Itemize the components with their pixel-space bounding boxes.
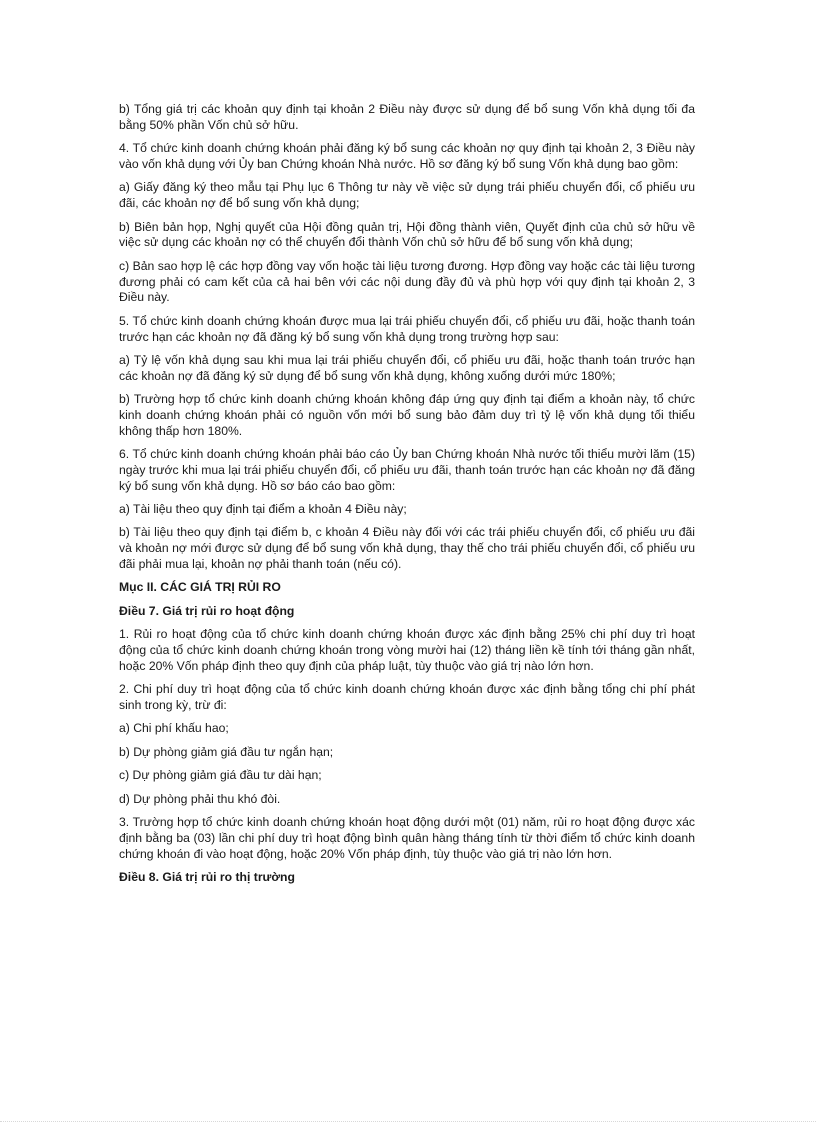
paragraph-7-2c-long-term-provision: c) Dự phòng giảm giá đầu tư dài hạn; (119, 768, 322, 783)
article-8-heading: Điều 8. Giá trị rủi ro thị trường (119, 869, 295, 884)
page-bottom-divider (0, 1121, 816, 1122)
section-heading-risk-values: Mục II. CÁC GIÁ TRỊ RỦI RO (119, 580, 281, 595)
paragraph-6-report: 6. Tổ chức kinh doanh chứng khoán phải báo cáo Ủy ban Chứng khoán Nhà nước tối thiểu mười lăm (15) ngày trước khi mua lại trái phiếu chuyển đổi, cổ phiếu ưu đãi, thanh toán trước hạn các khoản nợ đã đăng ký bổ sung vốn khả dụng. Hồ sơ báo cáo bao gồm: (119, 447, 695, 493)
article-7-heading: Điều 7. Giá trị rủi ro hoạt động (119, 603, 295, 618)
paragraph-7-2a-depreciation: a) Chi phí khấu hao; (119, 721, 229, 736)
paragraph-7-2-operating-cost: 2. Chi phí duy trì hoạt động của tổ chức kinh doanh chứng khoán được xác định bằng tổng chi phí phát sinh trong kỳ, trừ đi: (119, 682, 695, 713)
document-page (119, 102, 695, 893)
paragraph-6b-documents: b) Tài liệu theo quy định tại điểm b, c khoản 4 Điều này đối với các trái phiếu chuyển đổi, cổ phiếu ưu đãi và khoản nợ mới được sử dụng để bổ sung vốn khả dụng, thay thế cho trái phiếu chuyển đổi, cổ phiếu ưu đãi phải mua lại, khoản nợ phải thanh toán (nếu có). (119, 525, 695, 572)
paragraph-5-repurchase: 5. Tổ chức kinh doanh chứng khoán được mua lại trái phiếu chuyển đổi, cổ phiếu ưu đãi, hoặc thanh toán trước hạn các khoản nợ đã đăng ký bổ sung vốn khả dụng trong trường hợp sau: (119, 313, 695, 344)
paragraph-7-2d-bad-debt-provision: d) Dự phòng phải thu khó đòi. (119, 791, 281, 806)
paragraph-7-3-new-company: 3. Trường hợp tổ chức kinh doanh chứng khoán hoạt động dưới một (01) năm, rủi ro hoạt động được xác định bằng ba (03) lần chi phí duy trì hoạt động bình quân hàng tháng tính từ thời điểm tổ chức kinh doanh chứng khoán đi vào hoạt động, hoặc 20% Vốn pháp định, tùy thuộc vào giá trị nào lớn hơn. (119, 814, 695, 861)
paragraph-4b-meeting-minutes: b) Biên bản họp, Nghị quyết của Hội đồng quản trị, Hội đồng thành viên, Quyết định của chủ sở hữu về việc sử dụng các khoản nợ có thể chuyển đổi thành Vốn chủ sở hữu để bổ sung vốn khả dụng; (119, 219, 695, 250)
paragraph-b-total-value: b) Tổng giá trị các khoản quy định tại khoản 2 Điều này được sử dụng để bổ sung Vốn khả dụng tối đa bằng 50% phần Vốn chủ sở hữu. (119, 102, 695, 132)
paragraph-5a-ratio: a) Tỷ lệ vốn khả dụng sau khi mua lại trái phiếu chuyển đổi, cổ phiếu ưu đãi, hoặc thanh toán trước hạn các khoản nợ đã đăng ký sử dụng để bổ sung vốn khả dụng, không xuống dưới mức 180%; (119, 352, 695, 383)
paragraph-7-2b-short-term-provision: b) Dự phòng giảm giá đầu tư ngắn hạn; (119, 744, 334, 759)
paragraph-4-registration: 4. Tổ chức kinh doanh chứng khoán phải đăng ký bổ sung các khoản nợ quy định tại khoản 2, 3 Điều này vào vốn khả dụng với Ủy ban Chứng khoán Nhà nước. Hồ sơ đăng ký bổ sung Vốn khả dụng bao gồm: (119, 141, 695, 171)
paragraph-5b-new-capital: b) Trường hợp tổ chức kinh doanh chứng khoán không đáp ứng quy định tại điểm a khoản này, tổ chức kinh doanh chứng khoán phải có nguồn vốn mới bổ sung bảo đảm duy trì tỷ lệ vốn khả dụng tối thiểu không thấp hơn 180%. (119, 392, 695, 438)
paragraph-6a-documents: a) Tài liệu theo quy định tại điểm a khoản 4 Điều này; (119, 502, 407, 517)
paragraph-4c-loan-contracts: c) Bản sao hợp lệ các hợp đồng vay vốn hoặc tài liệu tương đương. Hợp đồng vay hoặc các tài liệu tương đương phải có cam kết của cả hai bên với các nội dung đầy đủ và phù hợp với quy định tại khoản 2, 3 Điều này. (119, 258, 695, 305)
paragraph-7-1-operational-risk: 1. Rủi ro hoạt động của tổ chức kinh doanh chứng khoán được xác định bằng 25% chi phí duy trì hoạt động của tổ chức kinh doanh chứng khoán trong vòng mười hai (12) tháng liền kề tính tới tháng gần nhất, hoặc 20% Vốn pháp định theo quy định của pháp luật, tùy thuộc vào giá trị nào lớn hơn. (119, 627, 695, 673)
paragraph-4a-registration-form: a) Giấy đăng ký theo mẫu tại Phụ lục 6 Thông tư này về việc sử dụng trái phiếu chuyển đổi, cổ phiếu ưu đãi, các khoản nợ để bổ sung vốn khả dụng; (119, 180, 695, 211)
